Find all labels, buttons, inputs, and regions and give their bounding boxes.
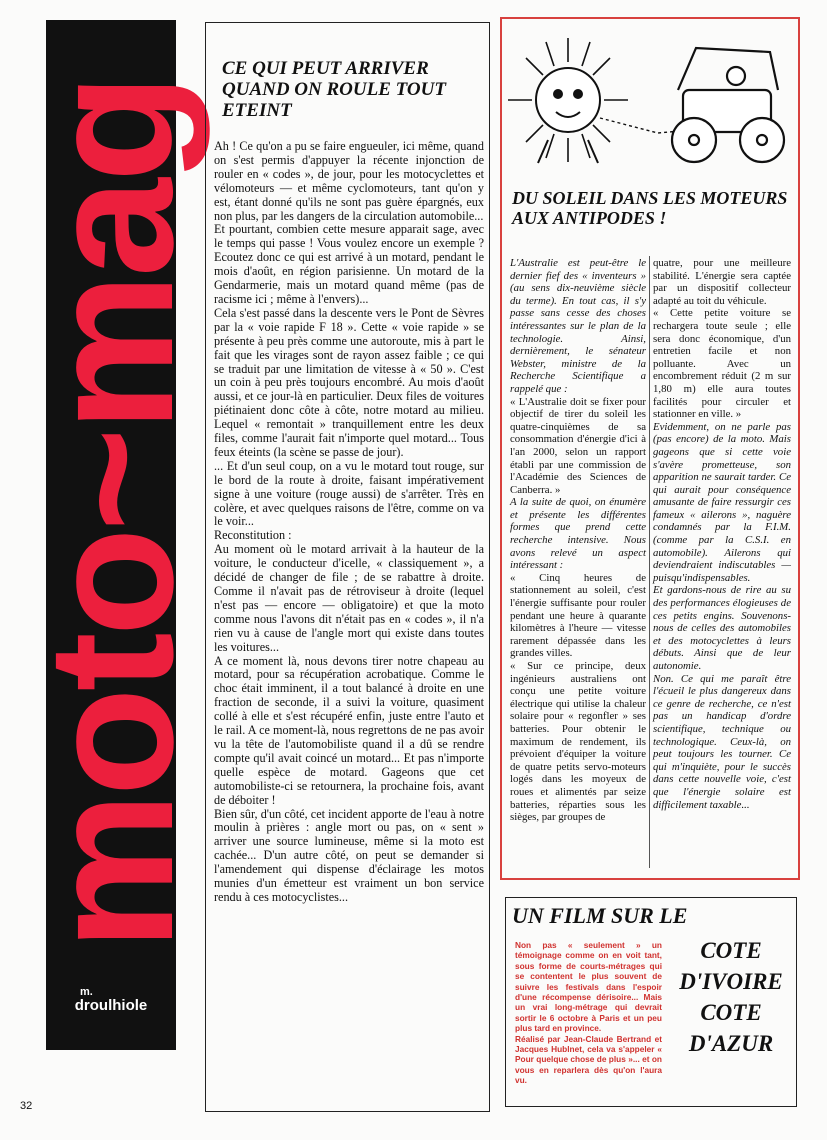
article-paragraph: Et pourtant, combien cette mesure apparait sage, avec le temps qui passe ! Vous voulez encore un exemple ? Ecoutez donc ce qui est arrivé à un motard, pendant le mois d'août, en région parisienne. Un motard de la Gendarmerie, mais un motard quand même (pas de racisme ici ; même à l'envers)... [214, 222, 484, 306]
sidebar-article-title: DU SOLEIL DANS LES MOTEURS AUX ANTIPODES ! [512, 188, 788, 228]
article-title: CE QUI PEUT ARRIVER QUAND ON ROULE TOUT ETEINT [222, 58, 446, 121]
film-place-line: D'AZUR [688, 1031, 774, 1056]
column-divider [649, 256, 650, 868]
sidebar-paragraph: « Cinq heures de stationnement au soleil, c'est l'énergie suffisante pour rouler pendant une heure à quarante kilomètres à l'heure — vitesse rarement dépassée dans les grandes villes. [510, 571, 646, 660]
sidebar-column-2 [653, 257, 791, 811]
article-paragraph: Au moment où le motard arrivait à la hauteur de la voiture, le conducteur d'icelle, « classiquement », a décidé de changer de file ; de se rabattre à droite. Comme il n'avait pas de rétroviseur à droite (lequel n'est pas — encore — obligatoire) et que la moto comme nous l'avons dit n'était pas en « codes », il n'a rien vu à cause de l'angle mort qui existe dans toutes les voitures... [214, 542, 484, 654]
sidebar-paragraph: Evidemment, on ne parle pas (pas encore) de la moto. Mais gageons que si cette voie s'avère prometteuse, son apparition ne saurait tarder. Ce qui aurait pour conséquence amusante de faire ressurgir ces fameux « ailerons », naguère condamnés par la F.I.M. (comme par la C.S.I. en automobile). Ailerons qui deviendraient indiscutables — puisqu'indispensables. [653, 420, 791, 584]
film-place-names [672, 935, 790, 1059]
film-place-line: COTE [700, 1000, 762, 1025]
film-paragraph: Réalisé par Jean-Claude Bertrand et Jacques Hublnet, cela va s'appeler « Pour quelque chose de plus »... et on vous en reparlera dès qu'on l'aura vu. [515, 1033, 662, 1086]
author-initial: m. [80, 985, 93, 998]
article-paragraph: ... Et d'un seul coup, on a vu le motard tout rouge, sur le bord de la route à droite, faisant impérativement signe à une voiture (rouge aussi) de s'arrêter. Très en colère, et avec quelques raisons de l'être, comme on va le voir... [214, 458, 484, 529]
film-heading: UN FILM SUR LE [512, 903, 688, 928]
film-text [515, 940, 662, 1086]
article-body [214, 140, 484, 905]
article-paragraph: Ah ! Ce qu'on a pu se faire engueuler, ici même, quand on s'est permis d'appuyer la récente injonction de rouler en « codes », de jour, pour les motocyclettes et vélomoteurs — et même cyclomoteurs, tant qu'on y est, étant donné qu'ils ne sont pas guère épargnés, eux non plus, par les dangers de la circulation automobile... [214, 139, 484, 223]
article-paragraph: Cela s'est passé dans la descente vers le Pont de Sèvres par la « voie rapide F 18 ». Cette « voie rapide » se présente à peu près comme une autoroute, mis à part le fait que les virages sont de rayon assez faible ; ce qui se traduit par une limitation de vitesse à « 50 ». C'est un coin à peu près toujours encombré. Au mois d'août aussi, et ce jour-là en particulier. Deux files de voitures piétinaient donc côte à côte, notre motard au milieu. Lequel « remontait » tranquillement entre les deux files, comme l'aurait fait n'importe quel motard... Tous feux éteints (la scène se passe de jour). [214, 305, 484, 459]
sidebar-paragraph: L'Australie est peut-être le dernier fief des « inventeurs » (au sens dix-neuvième siècle du terme). En tout cas, il s'y passe sans cesse des choses intéressantes sur le plan de la technologie. Ainsi, dernièrement, le sénateur Webster, ministre de la Recherche Scientifique a rappelé que : [510, 257, 646, 395]
article-paragraph: Bien sûr, d'un côté, cet incident apporte de l'eau à notre moulin à prières : angle mort ou pas, on « sent » arriver une source lumineuse, même si la moto est cachée... D'un autre côté, on peut se demander si l'amendement qui dispense d'éclairage les motos munies d'un émetteur est vraiment un bon service rendu à ces motocyclistes... [214, 806, 484, 904]
sidebar-column-1 [510, 257, 646, 824]
masthead-title: moto~mag [11, 77, 210, 951]
sidebar-paragraph: « L'Australie doit se fixer pour objectif de tirer du soleil les quatre-cinquièmes de sa consommation d'énergie d'ici à l'an 2000, selon un rapport établi par une commission de l'Académie des Sciences de Canberra. » [510, 395, 646, 496]
film-place-line: COTE [700, 938, 762, 963]
vintage-car-icon [672, 48, 784, 162]
sidebar-paragraph: Et gardons-nous de rire au su des performances élogieuses de ces petits engins. Souvenons-nous de celles des automobiles et des motocyclettes à leurs débuts. Ainsi que de leur autonomie. [653, 584, 791, 672]
article-paragraph: A ce moment là, nous devons tirer notre chapeau au motard, pour sa récupération acrobatique. Comme le choc était imminent, il a tout balancé à droite en une fraction de seconde, il a suivi la voiture, quasiment collé à elle et s'est récupéré enfin, juste entre l'auto et le rail. A ce moment-là, nous regrettons de ne pas avoir vu la tête de l'automobiliste quand il a dû se rendre compte qu'il avait coincé un motard... Et pas n'importe quelle espèce de motard. Gageons que cet automobiliste-ci se retournera, la prochaine fois, avant de déboiter ! [214, 653, 484, 807]
sidebar-paragraph: Non. Ce qui me paraît être l'écueil le plus dangereux dans ce genre de recherche, ce n'est pas un handicap d'ordre scientifique, technique ou technologique. Ceux-là, on peut toujours les tourner. Ce qui m'inquiète, pour le succès dans cette nouvelle voie, c'est que l'énergie solaire est difficilement taxable... [653, 672, 791, 811]
film-place-line: D'IVOIRE [679, 969, 783, 994]
film-paragraph: Non pas « seulement » un témoignage comme on en voit tant, sous forme de courts-métrages qui se contentent le plus souvent de suivre les festivals dans l'espoir d'une récompense dérisoire... Mais un vrai long-métrage qui devrait sortir le 6 octobre à Paris et un peu plus tard en province. [515, 940, 662, 1034]
sidebar-paragraph: quatre, pour une meilleure stabilité. L'énergie sera captée par un dispositif collecteur adapté au toit du véhicule. [653, 257, 791, 307]
masthead-banner [11, 20, 210, 1050]
author-name: droulhiole [74, 997, 148, 1015]
sidebar-paragraph: « Cette petite voiture se rechargera toute seule ; elle sera donc économique, d'un entretien facile et non polluante. Avec un encombrement réduit (2 m sur 1,80 m) elle aura toutes facilités pour circuler et stationner en ville. » [653, 307, 791, 421]
sidebar-paragraph: « Sur ce principe, deux ingénieurs australiens ont conçu une petite voiture électrique qui utilise la chaleur solaire pour « regonfler » ses batteries. Pour obtenir le maximum de rendement, ils prévoient d'équiper la voiture de quatre petits servo-moteurs logés dans les moyeux de roues et alimentés par seize batteries, réparties sous les sièges, par groupes de [510, 660, 646, 824]
article-paragraph: Reconstitution : [214, 528, 292, 543]
page-number: 32 [20, 1100, 33, 1112]
sun-car-illustration [508, 28, 790, 178]
sidebar-paragraph: A la suite de quoi, on énumère et présente les différentes formes que prend cette recherche intensive. Nous avons relevé un aspect intéressant : [510, 496, 646, 572]
author-signature [46, 987, 176, 1014]
